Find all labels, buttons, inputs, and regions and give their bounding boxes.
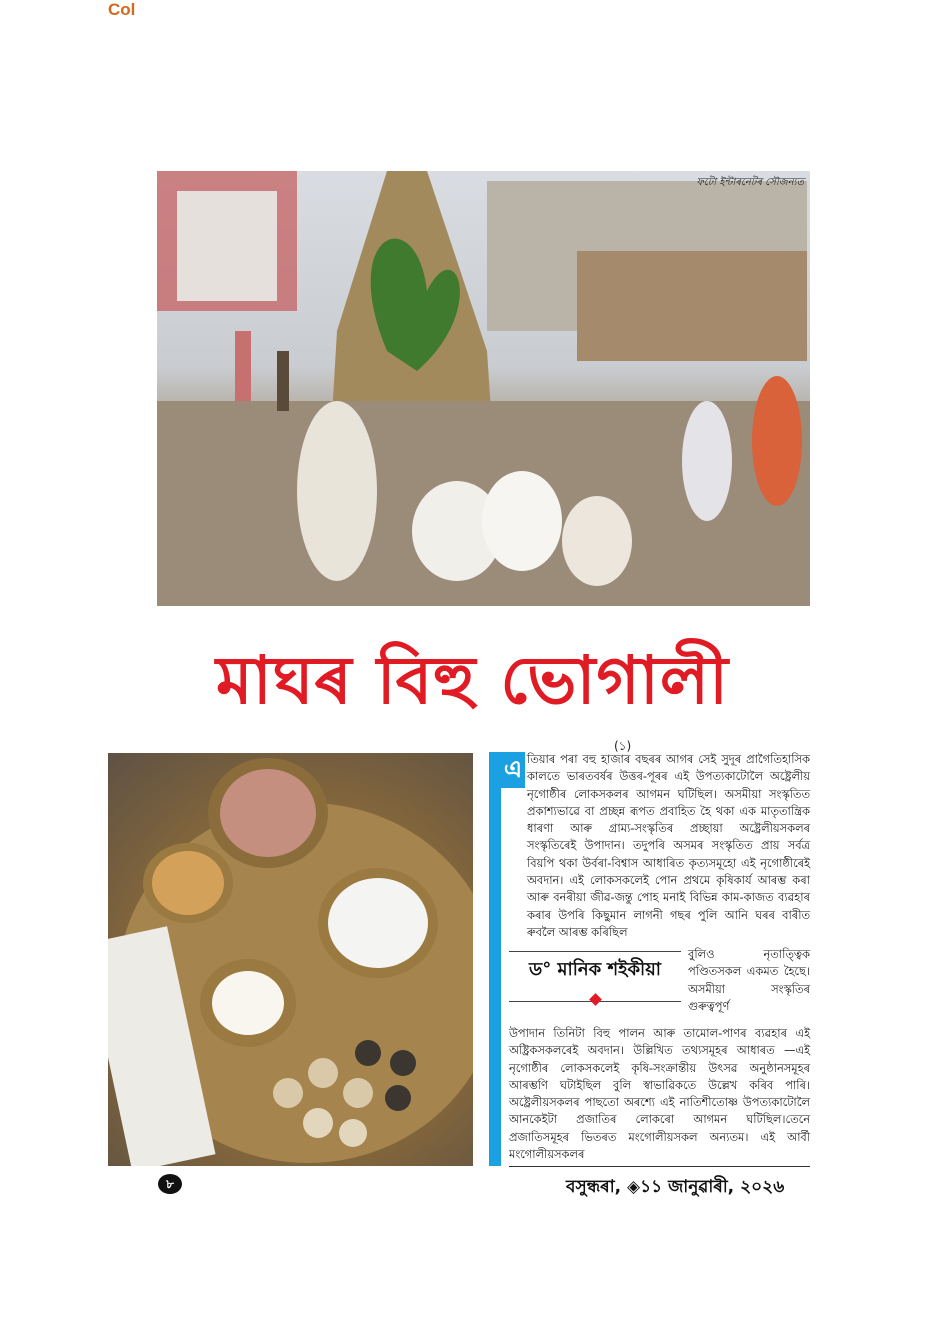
page-title: মাঘৰ বিহু ভোগালী — [216, 642, 729, 719]
footer-rule — [509, 1166, 810, 1167]
food-illustration — [108, 753, 473, 1166]
author-rule-top — [509, 951, 681, 952]
author-name: ড° মানিক শইকীয়া — [528, 959, 662, 980]
page-number: ৮ — [158, 1174, 182, 1194]
photo-illustration — [157, 171, 810, 606]
article-continued-text: উপাদান তিনিটা বিহু পালন আৰু তামোল-পাণৰ ব্যৱহাৰ এই অষ্ট্ৰিকসকলৰেই অবদান। উল্লিখিত তথ্যসমূহৰ আধাৰত —এই নৃগোষ্ঠীৰ লোকসকলেই কৃষি-সংক্ৰান্তীয় উৎসৱ অনুষ্ঠানসমূহৰ আৰম্ভণি ঘটাইছিল বুলি স্বাভাৱিকতে উল্লেখ কৰিব পাৰি। অষ্ট্ৰেলীয়সকলৰ পাছতো অৰশ্যে এই নাতিশীতোষ্ণ উপত্যকাটোলৈ আনকেইটা প্ৰজাতিৰ লোকৰো আগমন ঘটিছিল।তেনে প্ৰজাতিসমূহৰ ভিতৰত মংগোলীয়সকল অন্যতম। এই আৰ্বী মংগোলীয়সকলৰ — [509, 1026, 810, 1162]
corner-tag: Col — [108, 0, 136, 19]
article-side-text: বুলিও নৃতাত্ত্বিক পণ্ডিতসকল একমত হৈছে। অসমীয়া সংস্কৃতিৰ গুৰুত্বপূৰ্ণ — [688, 947, 810, 1013]
bihu-food-plate-photo — [108, 753, 473, 1166]
column-accent-bar — [489, 752, 501, 1166]
article-part-number: (১) — [614, 739, 632, 753]
meji-bonfire-photo — [157, 171, 810, 606]
photo-credit: ফটো ইন্টাৰনেটৰ সৌজন্যত — [696, 177, 804, 188]
drop-cap: এ — [501, 752, 525, 788]
article-body — [509, 751, 810, 941]
diamond-icon — [589, 993, 602, 1006]
article-paragraph-1: তিয়াৰ পৰা বহু হাজাৰ বছৰৰ আগৰ সেই সুদূৰ প্ৰাগৈতিহাসিক কালতে ভাৰতবৰ্ষৰ উত্তৰ-পূৰৰ এই উপত্যকাটোলৈ অষ্ট্ৰেলীয় নৃগোষ্ঠীৰ লোকসকলৰ আগমন ঘটিছিল। অসমীয়া সংস্কৃতিত প্ৰকাশ্যভাৱে বা প্ৰচ্ছন্ন ৰূপত প্ৰবাহিত হৈ থকা এক মাতৃতান্ত্ৰিক ধাৰণা আৰু গ্ৰাম্য-সংস্কৃতিৰ প্ৰচ্ছায়া অষ্ট্ৰেলীয়সকলৰ সংস্কৃতিৰেই উপাদান। তদুপৰি অসমৰ সংস্কৃতিত প্ৰায় সৰ্বত্ৰ বিয়পি থকা উৰ্বৰা-বিশ্বাস আধাৰিত কৃত্যসমূহো এই নৃগোষ্ঠীৰেই অবদান। এই লোকসকলেই পোন প্ৰথমে কৃষিকাৰ্য আৰম্ভ কৰা আৰু বনৰীয়া জীৱ-জন্তু পোহ মনাই বিভিন্ন কাম-কাজত ব্যৱহাৰ কৰাৰ উপৰি কিছুমান লাগনী গছৰ পুলি আনি ঘৰৰ বাৰীত ৰুবলৈ আৰম্ভ কৰিছিল — [527, 752, 810, 939]
publication-dateline: বসুন্ধৰা, ◈১১ জানুৱাৰী, ২০২৬ — [566, 1177, 785, 1197]
